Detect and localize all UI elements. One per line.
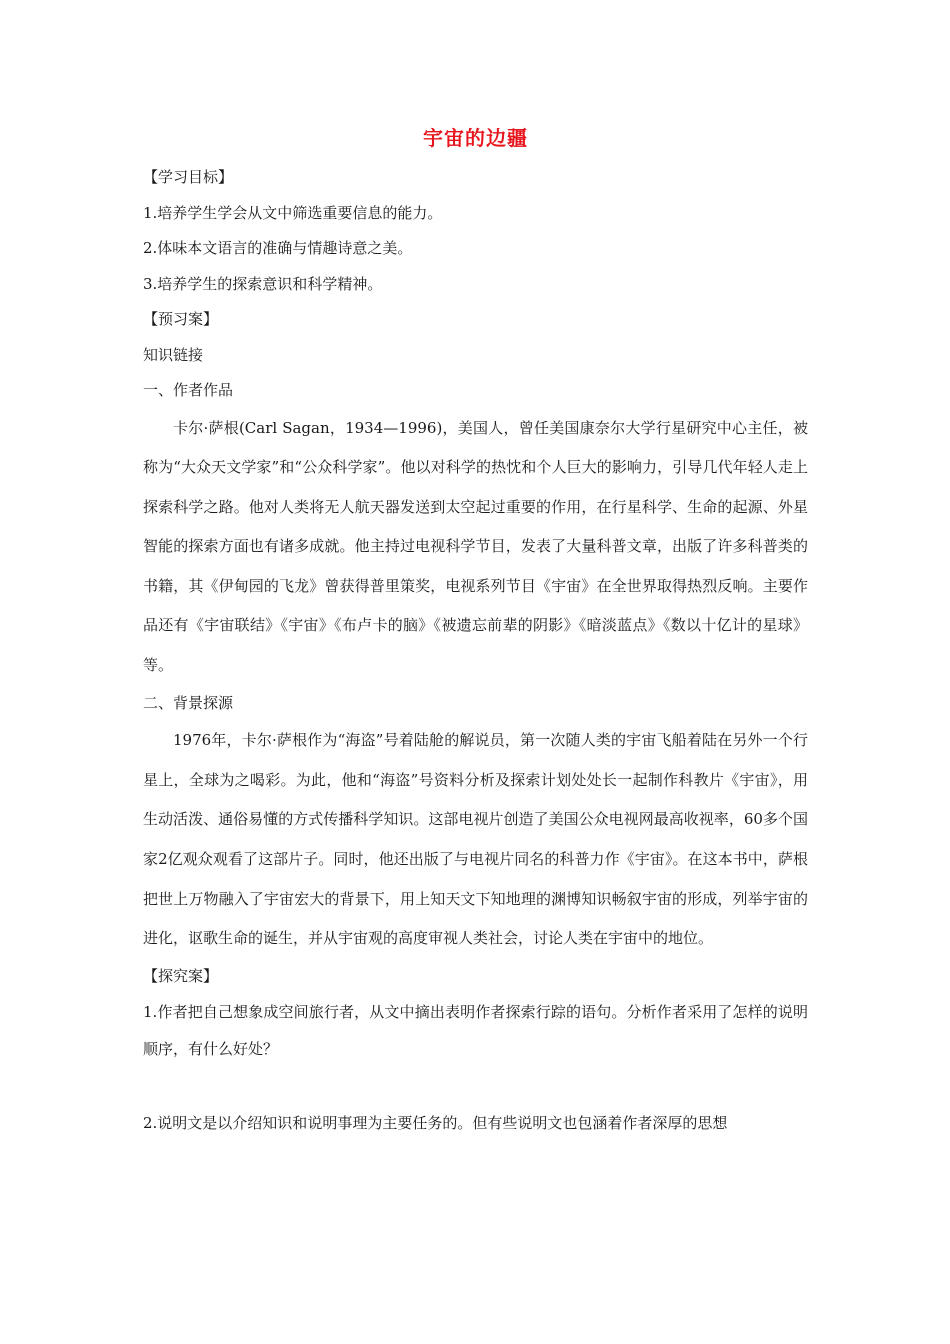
knowledge-link-label: 知识链接 — [143, 345, 204, 364]
page-title: 宇宙的边疆 — [423, 126, 528, 150]
question-1: 1.作者把自己想象成空间旅行者，从文中摘出表明作者探索行踪的语句。分析作者采用了怎样的说明顺序，有什么好处？ — [143, 1003, 808, 1059]
preview-heading: 【预习案】 — [143, 310, 219, 328]
author-paragraph: 卡尔·萨根(Carl Sagan，1934—1996)，美国人，曾任美国康奈尔大学行星研究中心主任，被称为“大众天文学家”和“公众科学家”。他以对科学的热忱和个人巨大的影响力，引导几代年轻人走上探索科学之路。他对人类将无人航天器发送到太空起过重要的作用，在行星科学、生命的起源、外星智能的探索方面也有诸多成就。他主持过电视科学节目，发表了大量科普文章，出版了许多科普类的书籍，其《伊甸园的飞龙》曾获得普里策奖，电视系列节目《宇宙》在全世界取得热烈反响。主要作品还有《宇宙联结》《宇宙》《布卢卡的脑》《被遗忘前辈的阴影》《暗淡蓝点》《数以十亿计的星球》等。 — [143, 418, 808, 675]
author-heading: 一、作者作品 — [143, 381, 234, 399]
objectives-heading: 【学习目标】 — [143, 168, 234, 186]
objective-item: 3.培养学生的探索意识和科学精神。 — [143, 274, 383, 293]
inquiry-heading: 【探究案】 — [143, 966, 219, 985]
background-heading: 二、背景探源 — [143, 693, 234, 712]
question-2: 2.说明文是以介绍知识和说明事理为主要任务的。但有些说明文也包涵着作者深厚的思想 — [143, 1114, 728, 1133]
objective-item: 2.体味本文语言的准确与情趣诗意之美。 — [143, 239, 413, 257]
objective-item: 1.培养学生学会从文中筛选重要信息的能力。 — [143, 203, 443, 222]
background-paragraph: 1976年，卡尔·萨根作为“海盗”号着陆舱的解说员，第一次随人类的宇宙飞船着陆在另外一个行星上，全球为之喝彩。为此，他和“海盗”号资料分析及探索计划处处长一起制作科教片《宇宙》，用生动活泼、通俗易懂的方式传播科学知识。这部电视片创造了美国公众电视网最高收视率，60多个国家2亿观众观看了这部片子。同时，他还出版了与电视片同名的科普力作《宇宙》。在这本书中，萨根把世上万物融入了宇宙宏大的背景下，用上知天文下知地理的渊博知识畅叙宇宙的形成，列举宇宙的进化，讴歌生命的诞生，并从宇宙观的高度审视人类社会，讨论人类在宇宙中的地位。 — [143, 731, 808, 948]
document-page — [143, 118, 808, 1142]
answer-space — [143, 1068, 808, 1105]
